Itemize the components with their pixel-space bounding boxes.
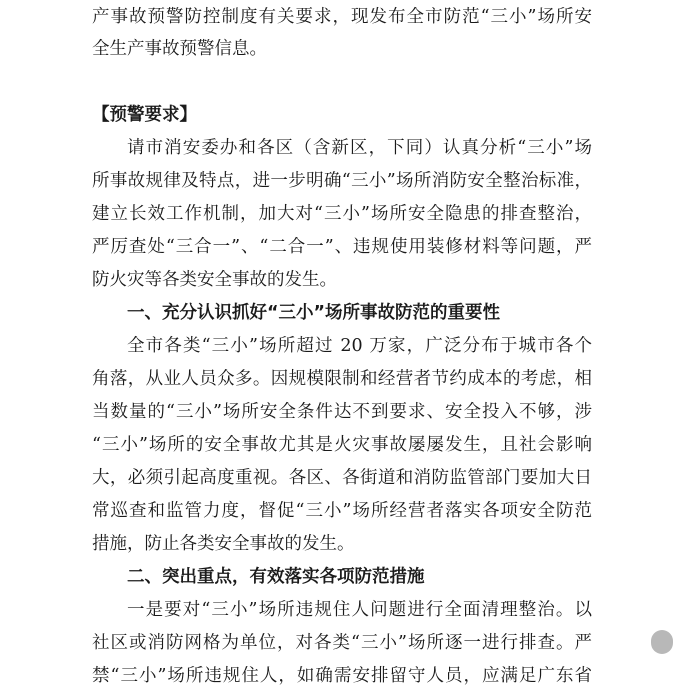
- section2-line-3: 禁“三小”场所违规住人，如确需安排留守人员，应满足广东省: [92, 666, 592, 686]
- warning-line-4: 严厉查处“三合一”、“二合一”、违规使用装修材料等问题，严: [92, 237, 592, 257]
- section1-line-1: 全市各类“三小”场所超过 20 万家，广泛分布于城市各个: [127, 336, 592, 356]
- section1-line-4: “三小”场所的安全事故尤其是火灾事故屡屡发生，且社会影响: [92, 435, 592, 455]
- warning-heading: 【预警要求】: [92, 105, 197, 125]
- section1-line-3: 当数量的“三小”场所安全条件达不到要求、安全投入不够，涉: [92, 402, 592, 422]
- intro-line-2: 全生产事故预警信息。: [92, 39, 267, 59]
- scrollbar-thumb[interactable]: [651, 630, 673, 654]
- warning-line-1: 请市消安委办和各区（含新区，下同）认真分析“三小”场: [127, 138, 592, 158]
- section2-line-1: 一是要对“三小”场所违规住人问题进行全面清理整治。以: [127, 600, 592, 620]
- section1-line-6: 常巡查和监管力度，督促“三小”场所经营者落实各项安全防范: [92, 501, 592, 521]
- section1-line-2: 角落，从业人员众多。因规模限制和经营者节约成本的考虑，相: [92, 369, 592, 389]
- warning-line-5: 防火灾等各类安全事故的发生。: [92, 270, 337, 290]
- section2-line-2: 社区或消防网格为单位，对各类“三小”场所逐一进行排查。严: [92, 633, 592, 653]
- warning-line-2: 所事故规律及特点，进一步明确“三小”场所消防安全整治标准，: [92, 171, 592, 191]
- vertical-scrollbar[interactable]: [651, 612, 675, 690]
- intro-line-1: 产事故预警防控制度有关要求，现发布全市防范“三小”场所安: [92, 7, 592, 27]
- section1-line-5: 大，必须引起高度重视。各区、各街道和消防监管部门要加大日: [92, 468, 592, 488]
- section2-heading: 二、突出重点，有效落实各项防范措施: [127, 567, 425, 587]
- section1-heading: 一、充分认识抓好“三小”场所事故防范的重要性: [127, 303, 501, 323]
- warning-line-3: 建立长效工作机制，加大对“三小”场所安全隐患的排查整治，: [92, 204, 592, 224]
- section1-line-7: 措施，防止各类安全事故的发生。: [92, 534, 355, 554]
